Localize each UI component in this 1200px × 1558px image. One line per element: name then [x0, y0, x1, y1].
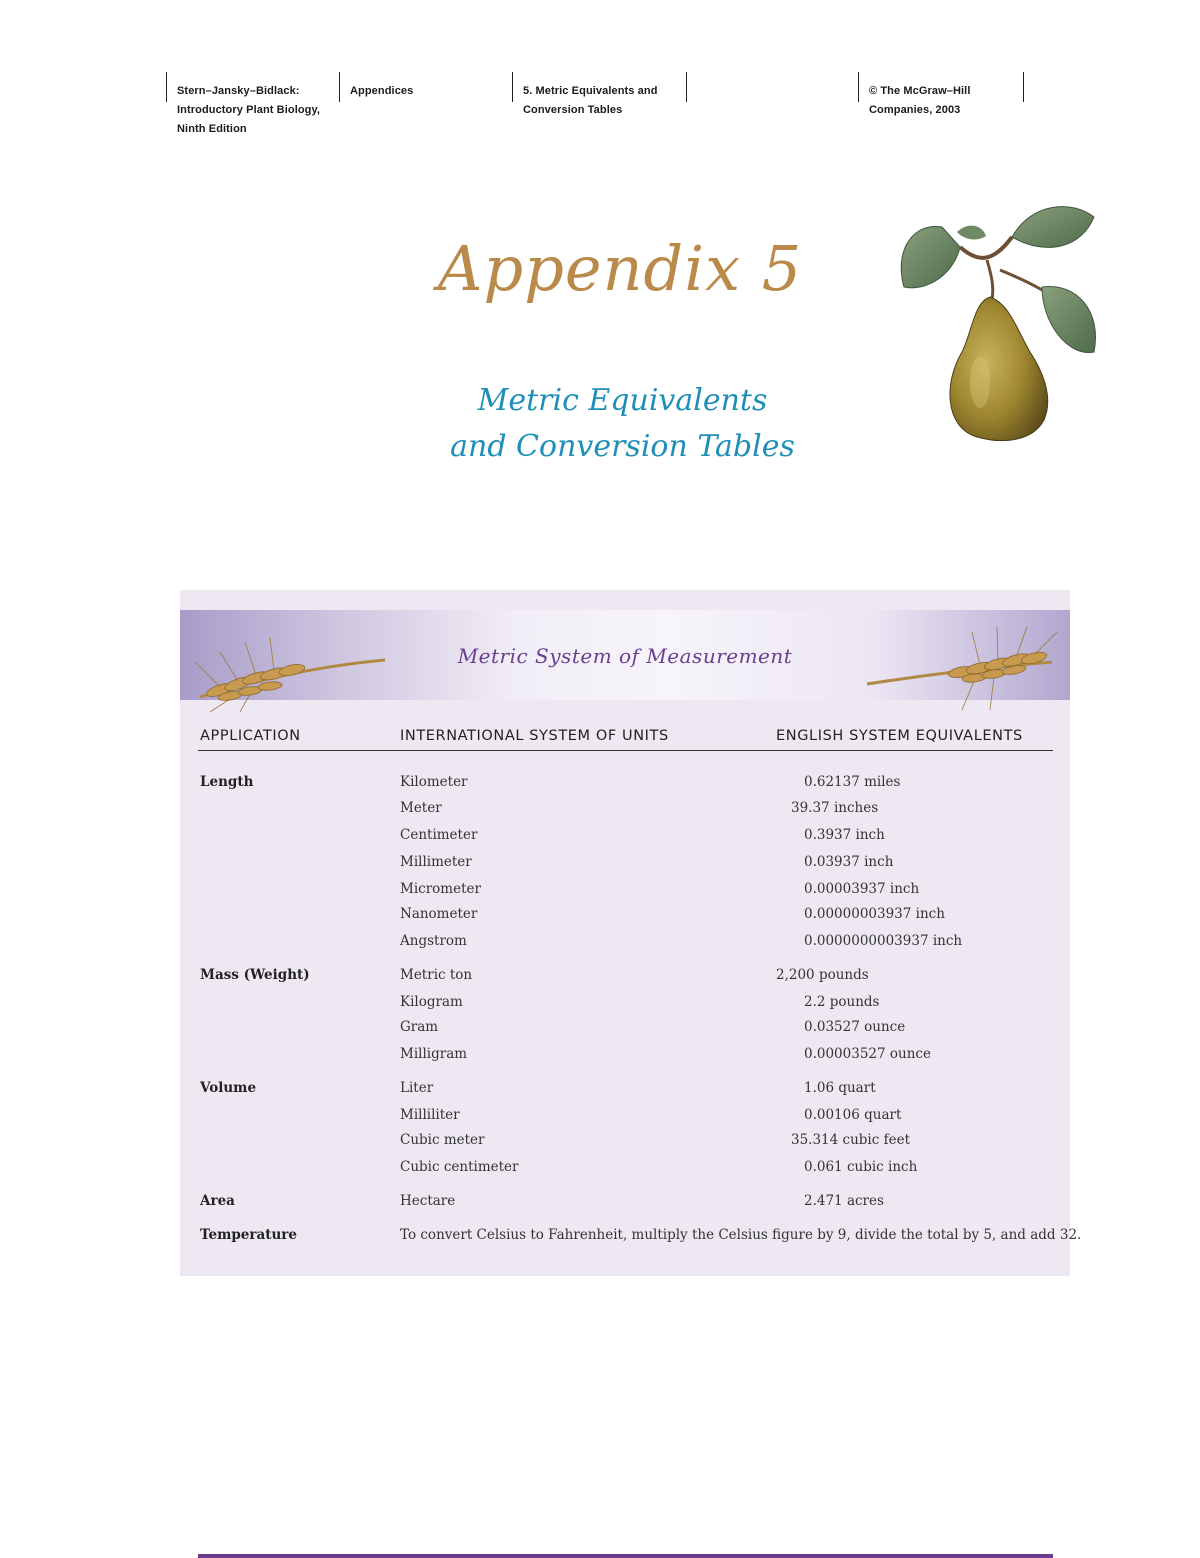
- si-unit-cell: Liter: [400, 1080, 434, 1096]
- application-cell: Area: [200, 1193, 235, 1209]
- subtitle-line-2: and Conversion Tables: [450, 429, 795, 464]
- english-equivalent-cell: 39.37 inches: [791, 800, 879, 816]
- header-section: [339, 72, 512, 102]
- si-unit-cell: Milligram: [400, 1046, 468, 1062]
- english-equivalent-cell: 0.00000003937 inch: [804, 906, 945, 922]
- si-unit-cell: Meter: [400, 800, 442, 816]
- si-unit-cell: Cubic meter: [400, 1132, 485, 1148]
- si-unit-cell: Millimeter: [400, 854, 472, 870]
- column-header-english-equivalents: ENGLISH SYSTEM EQUIVALENTS: [776, 728, 1023, 744]
- si-unit-cell: Angstrom: [400, 933, 467, 949]
- table-title: Metric System of Measurement: [457, 644, 793, 668]
- english-equivalent-cell: 0.3937 inch: [804, 827, 885, 843]
- application-cell: Mass (Weight): [200, 967, 310, 983]
- header-blank: [686, 72, 859, 102]
- si-unit-cell: Hectare: [400, 1193, 456, 1209]
- application-cell: Temperature: [200, 1227, 298, 1243]
- si-unit-cell: Nanometer: [400, 906, 478, 922]
- english-equivalent-cell: 0.03527 ounce: [804, 1019, 906, 1035]
- appendix-title: Appendix 5: [437, 232, 803, 305]
- header-section-text: Appendices: [350, 85, 414, 97]
- pear-illustration: [882, 192, 1112, 447]
- si-unit-cell: Gram: [400, 1019, 439, 1035]
- english-equivalent-cell: 2.471 acres: [804, 1193, 884, 1209]
- subtitle-line-1: Metric Equivalents: [477, 383, 768, 418]
- english-equivalent-cell: 0.0000000003937 inch: [804, 933, 963, 949]
- si-unit-cell: Micrometer: [400, 881, 481, 897]
- english-equivalent-cell: 0.00003527 ounce: [804, 1046, 931, 1062]
- english-equivalent-cell: 0.061 cubic inch: [804, 1159, 918, 1175]
- header-divider: [198, 750, 1053, 751]
- header-copyright: [858, 72, 1024, 116]
- english-equivalent-cell: 0.00003937 inch: [804, 881, 920, 897]
- si-unit-cell: Centimeter: [400, 827, 478, 843]
- english-equivalent-cell: 2,200 pounds: [776, 967, 869, 983]
- header-book-info-text: Stern–Jansky–Bidlack: Introductory Plant Biology, Ninth Edition: [177, 85, 321, 135]
- header-copyright-text: © The McGraw–Hill Companies, 2003: [869, 85, 971, 116]
- english-equivalent-cell: 0.03937 inch: [804, 854, 894, 870]
- english-equivalent-cell: 35.314 cubic feet: [791, 1132, 910, 1148]
- column-header-si-units: INTERNATIONAL SYSTEM OF UNITS: [400, 728, 669, 744]
- si-unit-cell: Metric ton: [400, 967, 473, 983]
- english-equivalent-cell: 2.2 pounds: [804, 994, 880, 1010]
- table-bottom-rule: [198, 1554, 1053, 1558]
- column-header-application: APPLICATION: [200, 728, 301, 744]
- header-book-info: [166, 72, 339, 135]
- header-chapter-text: 5. Metric Equivalents and Conversion Tables: [523, 85, 658, 116]
- running-header: [166, 72, 1032, 142]
- metric-table-panel: [180, 590, 1082, 1276]
- application-cell: Length: [200, 774, 254, 790]
- si-unit-cell: To convert Celsius to Fahrenheit, multiply the Celsius figure by 9, divide the total by 5, and add 32.: [400, 1227, 1082, 1243]
- si-unit-cell: Kilometer: [400, 774, 468, 790]
- header-chapter: [512, 72, 685, 116]
- english-equivalent-cell: 0.00106 quart: [804, 1107, 902, 1123]
- si-unit-cell: Kilogram: [400, 994, 463, 1010]
- si-unit-cell: Cubic centimeter: [400, 1159, 519, 1175]
- english-equivalent-cell: 1.06 quart: [804, 1080, 876, 1096]
- application-cell: Volume: [200, 1080, 257, 1096]
- english-equivalent-cell: 0.62137 miles: [804, 774, 901, 790]
- si-unit-cell: Milliliter: [400, 1107, 460, 1123]
